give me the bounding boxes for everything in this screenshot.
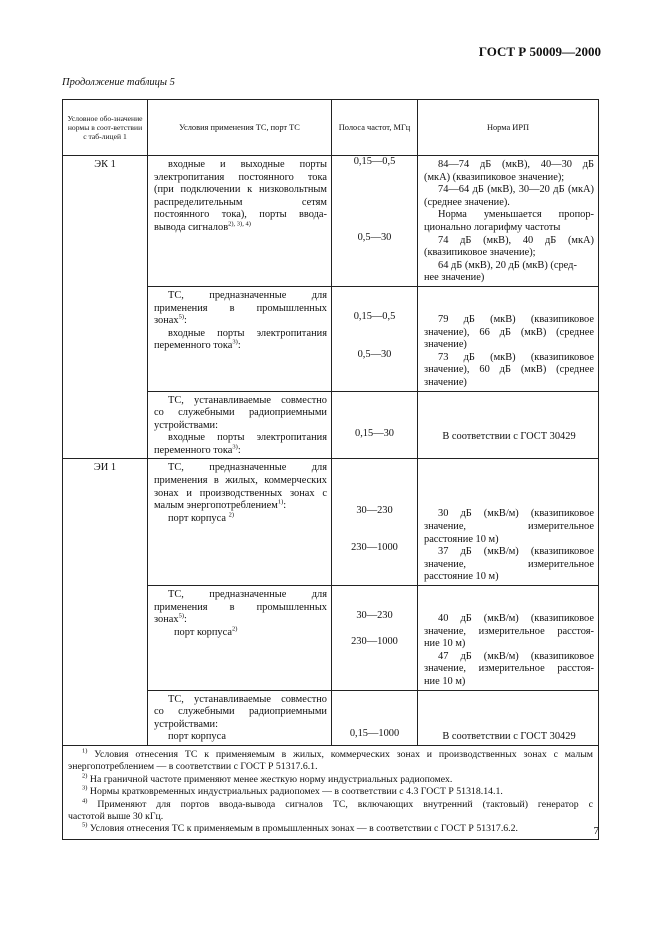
band-cell: 0,15—1000 (332, 690, 418, 745)
norm-cell: В соответствии с ГОСТ 30429 (418, 690, 599, 745)
norm-cell: В соответствии с ГОСТ 30429 (418, 391, 599, 459)
emission-limits-table (62, 99, 599, 840)
norm-code-ei1: ЭИ 1 (63, 459, 148, 746)
table-header-row (63, 100, 599, 156)
header-emission-norm: Норма ИРП (418, 100, 599, 156)
conditions-cell: ТС, устанавливаемые совместно со служебными радиоприемными устройствами: входные порты электропитания переменного тока$^{3)}$: (148, 391, 332, 459)
table-row (63, 156, 599, 287)
band-cell: 0,15—30 (332, 391, 418, 459)
conditions-cell: ТС, предназначенные для применения в жилых, коммерческих зонах и производственных зонах с малым энергопотреблением$^{1)}$: порт корпуса $^{2)}$ (148, 459, 332, 586)
conditions-cell: входные и выходные порты электропитания постоянного тока (при подключении к низковольтным распределительным сетям постоянного тока), порты ввода- вывода сигналов$^{2), 3), 4)}$ (148, 156, 332, 287)
norm-cell: 40 дБ (мкВ/м) (квазипиковое значение, измерительное расстоя- ние 10 м) 47 дБ (мкВ/м) (квазипиковое значение, измерительное расстоя- ние 10 м) (418, 586, 599, 691)
norm-code-ek1: ЭК 1 (63, 156, 148, 459)
table-continuation-caption: Продолжение таблицы 5 (62, 77, 175, 88)
band-cell: 30—230 230—1000 (332, 586, 418, 691)
norm-cell: 30 дБ (мкВ/м) (квазипиковое значение, измерительное расстояние 10 м) 37 дБ (мкВ/м) (квазипиковое значение, измерительное расстояние 10 м) (418, 459, 599, 586)
header-frequency-band: Полоса частот, МГц (332, 100, 418, 156)
band-cell: 30—230 230—1000 (332, 459, 418, 586)
header-norm-code: Условное обо-значение нормы в соот-ветствии с таб-лицей 1 (63, 100, 148, 156)
header-conditions: Условия применения ТС, порт ТС (148, 100, 332, 156)
table-row (63, 459, 599, 586)
standard-designation: ГОСТ Р 50009—2000 (478, 44, 601, 59)
conditions-cell: ТС, предназначенные для применения в промышленных зонах$^{5)}$: порт корпуса$^{2)}$ (148, 586, 332, 691)
conditions-cell: ТС, устанавливаемые совместно со служебными радиоприемными устройствами: порт корпуса (148, 690, 332, 745)
norm-cell: 84—74 дБ (мкВ), 40—30 дБ (мкА) (квазипиковое значение); 74—64 дБ (мкВ), 30—20 дБ (мкА) (среднее значение). Норма уменьшается пропор- ционально логарифму частоты 74 дБ (мкВ), 40 дБ (мкА) (квазипиковое значение); 64 дБ (мкВ), 20 дБ (мкВ) (сред- нее значение) (418, 156, 599, 287)
band-cell: 0,15—0,5 0,5—30 (332, 286, 418, 391)
norm-cell: 79 дБ (мкВ) (квазипиковое значение), 66 дБ (мкВ) (среднее значение) 73 дБ (мкВ) (квазипиковое значение), 60 дБ (мкВ) (среднее значение) (418, 286, 599, 391)
conditions-cell: ТС, предназначенные для применения в промышленных зонах$^{5)}$: входные порты электропитания переменного тока$^{3)}$: (148, 286, 332, 391)
footnotes: $^{1)}$ Условия отнесения ТС к применяемым в жилых, коммерческих зонах и производственных зонах с малым энергопотреблением — в соответствии с ГОСТ Р 51317.6.1. $^{2)}$ На граничной частоте применяют менее жесткую норму индустриальных радиопомех. $^{3)}$ Нормы кратковременных индустриальных радиопомех — в соответствии с 4.3 ГОСТ Р 51318.14.1. $^{4)}$ Применяют для портов ввода-вывода сигналов ТС, включающих внутренний (тактовый) генератор с частотой выше 30 кГц. $^{5)}$ Условия отнесения ТС к применяемым в промышленных зонах — в соответствии с ГОСТ Р 51317.6.2. (63, 745, 599, 839)
footnotes-row (63, 745, 599, 839)
band-cell: 0,15—0,5 0,5—30 (332, 156, 418, 287)
page-number: 7 (593, 825, 599, 837)
